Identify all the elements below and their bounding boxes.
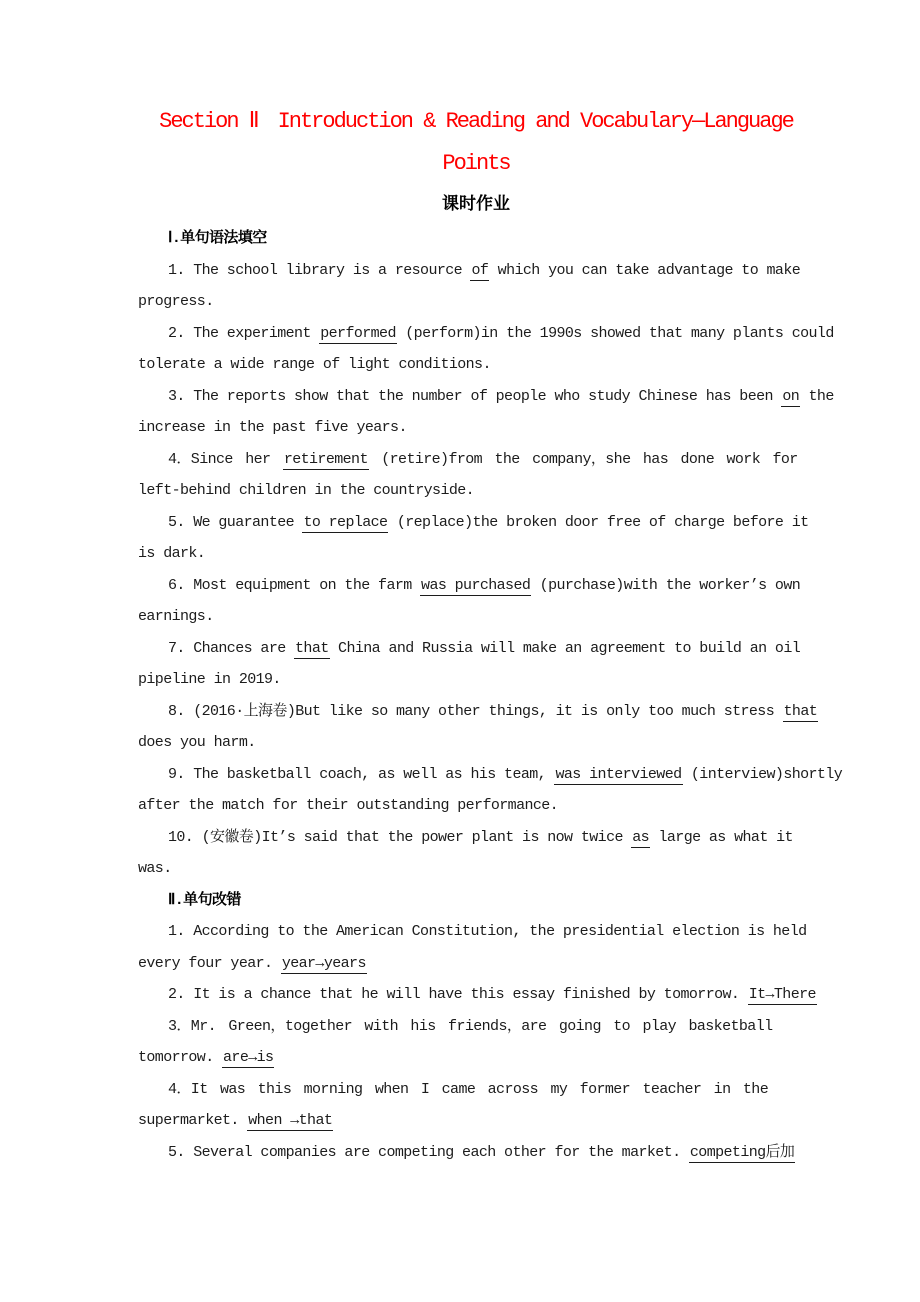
page-title-line2: Points bbox=[442, 151, 510, 176]
text-segment: is dark. bbox=[138, 545, 206, 562]
answer-blank: on bbox=[782, 387, 800, 405]
sentence-line bbox=[138, 381, 834, 413]
text-segment: earnings. bbox=[138, 608, 214, 625]
text-segment: 1. According to the American Constitution, the presidential election is held bbox=[168, 923, 807, 940]
sentence-line bbox=[138, 349, 814, 381]
answer-blank: competing后加 bbox=[689, 1143, 795, 1161]
text-segment: 4．Since her bbox=[168, 450, 283, 468]
page-subtitle: 课时作业 bbox=[442, 196, 510, 215]
text-segment: left-behind children in the countryside. bbox=[138, 482, 475, 499]
text-segment: 3．Mr. Green，together with his friends，are going to play basketball bbox=[168, 1017, 773, 1035]
sentence-line bbox=[138, 853, 814, 885]
sentence-line bbox=[138, 696, 818, 728]
text-segment: 6. Most equipment on the farm bbox=[168, 576, 421, 594]
sentence-line bbox=[138, 1042, 814, 1074]
section-heading: Ⅰ.单句语法填空 bbox=[168, 230, 267, 247]
text-segment: tolerate a wide range of light conditions. bbox=[138, 356, 491, 373]
section-items bbox=[138, 916, 814, 1168]
text-segment: the bbox=[800, 387, 834, 405]
sentence-line bbox=[138, 727, 814, 759]
text-segment: 3. The reports show that the number of people who study Chinese has been bbox=[168, 387, 782, 405]
sentence-line bbox=[138, 255, 814, 287]
sentence-line bbox=[138, 979, 814, 1011]
sentence-line bbox=[138, 507, 814, 539]
answer-blank: year→years bbox=[281, 954, 366, 972]
sentence-line bbox=[138, 759, 843, 791]
section-grammar-fill bbox=[138, 223, 843, 885]
text-segment: tomorrow. bbox=[138, 1049, 223, 1066]
text-segment: large as what it bbox=[650, 828, 793, 846]
text-segment: pipeline in 2019. bbox=[138, 671, 281, 688]
sentence-line bbox=[138, 1137, 814, 1169]
text-segment: 8. (2016·上海卷)But like so many other things, it is only too much stress bbox=[168, 702, 783, 720]
text-segment: 7. Chances are bbox=[168, 639, 295, 657]
section-heading: Ⅱ.单句改错 bbox=[168, 891, 241, 909]
sentence-line bbox=[138, 790, 814, 822]
sentence-line bbox=[138, 664, 814, 696]
answer-blank: was purchased bbox=[421, 576, 531, 594]
text-segment: 1. The school library is a resource bbox=[168, 261, 471, 279]
text-segment: China and Russia will make an agreement to build an oil bbox=[329, 639, 801, 657]
text-segment: 5. Several companies are competing each other for the market. bbox=[168, 1143, 689, 1161]
sentence-line bbox=[138, 475, 814, 507]
page-title-line1: Section Ⅱ Introduction & Reading and Vocabulary—Language bbox=[159, 109, 793, 134]
sentence-line bbox=[138, 633, 814, 665]
worksheet-content bbox=[138, 223, 843, 1168]
answer-blank: that bbox=[783, 702, 818, 720]
sentence-line bbox=[138, 444, 814, 476]
answer-blank: of bbox=[471, 261, 489, 279]
sentence-line bbox=[138, 1011, 814, 1043]
text-segment: 5. We guarantee bbox=[168, 513, 303, 531]
text-segment: progress. bbox=[138, 293, 214, 310]
section-error-correction bbox=[138, 885, 814, 1169]
text-segment: 10. (安徽卷)It’s said that the power plant is now twice bbox=[168, 828, 632, 846]
text-segment: 2. The experiment bbox=[168, 324, 320, 342]
text-segment: 2. It is a chance that he will have this essay finished by tomorrow. bbox=[168, 986, 748, 1003]
text-segment: (replace)the broken door free of charge before it bbox=[388, 513, 809, 531]
sentence-line bbox=[138, 286, 814, 318]
sentence-line bbox=[138, 412, 814, 444]
answer-blank: It→There bbox=[748, 986, 816, 1003]
answer-blank: that bbox=[295, 639, 329, 657]
sentence-line bbox=[138, 570, 814, 602]
answer-blank: as bbox=[632, 828, 650, 846]
text-segment: increase in the past five years. bbox=[138, 419, 407, 436]
answer-blank: performed bbox=[320, 324, 396, 342]
text-segment: (interview)shortly bbox=[682, 765, 843, 783]
text-segment: every four year. bbox=[138, 954, 281, 972]
answer-blank: when →that bbox=[248, 1112, 333, 1129]
text-segment: after the match for their outstanding performance. bbox=[138, 797, 559, 814]
sentence-line bbox=[138, 948, 814, 980]
text-segment: supermarket. bbox=[138, 1112, 248, 1129]
sentence-line bbox=[138, 822, 814, 854]
text-segment: does you harm. bbox=[138, 734, 256, 751]
text-segment: 9. The basketball coach, as well as his team, bbox=[168, 765, 555, 783]
text-segment: (purchase)with the worker’s own bbox=[531, 576, 801, 594]
sentence-line bbox=[138, 318, 834, 350]
sentence-line bbox=[138, 1074, 814, 1106]
sentence-line bbox=[138, 601, 814, 633]
text-segment: which you can take advantage to make bbox=[489, 261, 801, 279]
answer-blank: was interviewed bbox=[555, 765, 682, 783]
text-segment: (retire)from the company，she has done work for bbox=[368, 450, 798, 468]
answer-blank: to replace bbox=[303, 513, 388, 531]
sentence-line bbox=[138, 1105, 814, 1137]
text-segment: (perform)in the 1990s showed that many plants could bbox=[396, 324, 834, 342]
answer-blank: retirement bbox=[283, 450, 368, 468]
sentence-line bbox=[138, 916, 814, 948]
answer-blank: are→is bbox=[223, 1049, 274, 1066]
section-items bbox=[138, 255, 843, 885]
text-segment: was. bbox=[138, 860, 172, 877]
text-segment: 4．It was this morning when I came across my former teacher in the bbox=[168, 1080, 769, 1098]
sentence-line bbox=[138, 538, 814, 570]
